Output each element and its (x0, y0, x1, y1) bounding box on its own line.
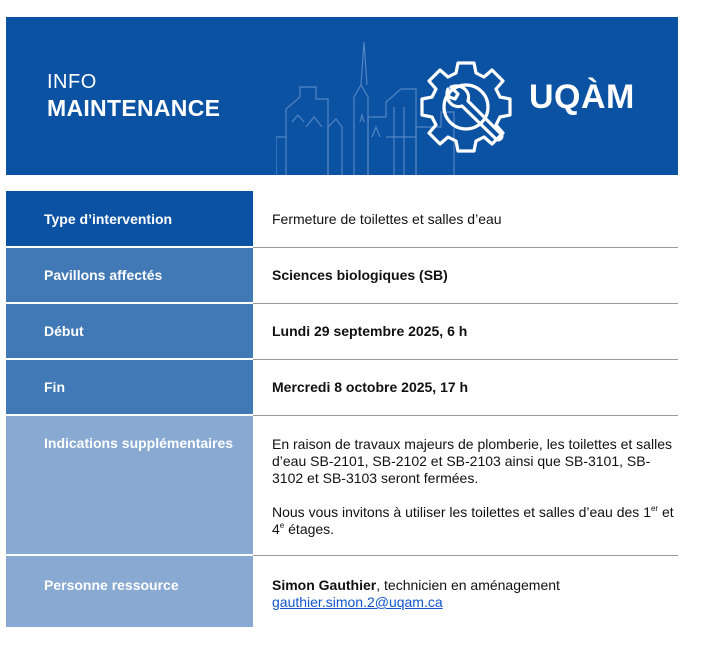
row-value-type: Fermeture de toilettes et salles d’eau (253, 191, 678, 248)
table-row (6, 191, 678, 248)
header-banner (6, 17, 678, 175)
banner-title-maintenance: MAINTENANCE (47, 95, 221, 121)
contact-role: , technicien en aménagement (376, 577, 560, 593)
row-label-fin: Fin (6, 360, 253, 416)
uqam-logo: UQÀM (529, 78, 635, 116)
contact-line (272, 577, 678, 594)
table-row (6, 556, 678, 627)
row-value-contact (253, 556, 678, 627)
table-row (6, 416, 678, 556)
table-row (6, 304, 678, 360)
row-label-indications: Indications supplémentaires (6, 416, 253, 556)
superscript-er: er (650, 504, 659, 513)
row-value-indications (253, 416, 678, 556)
indications-paragraph-2 (272, 504, 678, 538)
maintenance-info-table (6, 191, 678, 627)
row-value-debut: Lundi 29 septembre 2025, 6 h (253, 304, 678, 360)
gear-wrench-icon (418, 59, 514, 155)
row-label-contact: Personne ressource (6, 556, 253, 627)
contact-email-link[interactable]: gauthier.simon.2@uqam.ca (272, 594, 443, 610)
paragraph-2-text-b: et 4 (272, 504, 674, 537)
table-row (6, 248, 678, 304)
paragraph-2-text-c: étages. (284, 521, 335, 537)
row-value-pavillons: Sciences biologiques (SB) (253, 248, 678, 304)
contact-name: Simon Gauthier (272, 577, 377, 593)
superscript-e: e (279, 521, 285, 530)
row-value-fin: Mercredi 8 octobre 2025, 17 h (253, 360, 678, 416)
indications-paragraph-1: En raison de travaux majeurs de plomberie, les toilettes et salles d’eau SB-2101, SB-2102 et SB-2103 ainsi que SB-3101, SB-3102 et SB-3103 seront fermées. (272, 436, 672, 486)
paragraph-2-text-a: Nous vous invitons à utiliser les toilettes et salles d’eau des 1 (272, 504, 651, 520)
row-label-type: Type d’intervention (6, 191, 253, 248)
row-label-pavillons: Pavillons affectés (6, 248, 253, 304)
row-label-debut: Début (6, 304, 253, 360)
banner-title-info: INFO (47, 71, 97, 93)
table-row (6, 360, 678, 416)
